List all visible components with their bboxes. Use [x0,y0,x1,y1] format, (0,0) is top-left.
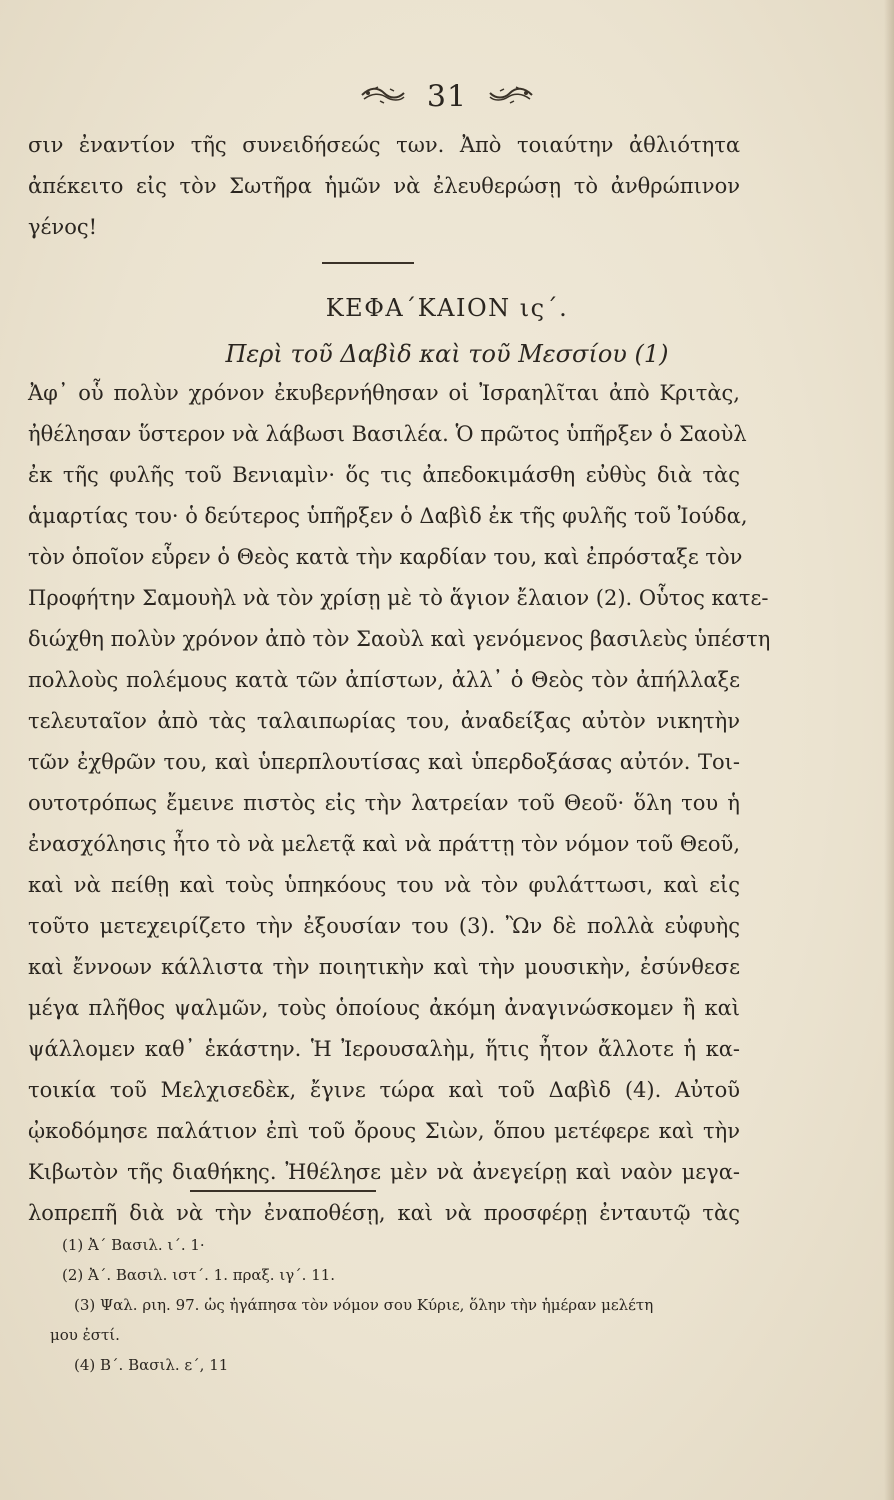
text-line: ἠθέλησαν ὕστερον νὰ λάβωσι Βασιλέα. Ὁ πρῶτος ὑπῆρξεν ὁ Σαοὺλ [28,422,747,446]
text-line: ἁμαρτίας του· ὁ δεύτερος ὑπῆρξεν ὁ Δαβὶδ ἐκ τῆς φυλῆς τοῦ Ἰούδα, [28,504,748,528]
text-line: καὶ νὰ πείθῃ καὶ τοὺς ὑπηκόους του νὰ τὸν φυλάττωσι, καὶ εἰς [28,873,740,897]
text-line: ψάλλομεν καθ᾽ ἑκάστην. Ἡ Ἰερουσαλὴμ, ἥτις ἦτον ἄλλοτε ἡ κα- [28,1037,740,1061]
opening-paragraph [28,125,740,248]
footnote-3: (3) Ψαλ. ριη. 97. ὡς ἠγάπησα τὸν νόμον σου Κύριε, ὅλην τὴν ἡμέραν μελέτη [74,1296,654,1314]
text-line: τοῦτο μετεχειρίζετο τὴν ἐξουσίαν του (3). Ὢν δὲ πολλὰ εὐφυὴς [28,914,740,938]
text-line: ἐκ τῆς φυλῆς τοῦ Βενιαμὶν· ὅς τις ἀπεδοκιμάσθη εὐθὺς διὰ τὰς [28,463,740,487]
left-ornament-icon [360,83,406,111]
footnote-2: (2) Ἀ΄. Βασιλ. ιστ΄. 1. πραξ. ιγ΄. 11. [62,1266,336,1284]
text-line: ᾠκοδόμησε παλάτιον ἐπὶ τοῦ ὄρους Σιὼν, ὅπου μετέφερε καὶ τὴν [28,1119,740,1143]
chapter-title: ΚΕΦΑ΄ΚΑΙΟΝ ις΄. [325,294,569,322]
page-number: 31 [426,79,468,115]
text-line: πολλοὺς πολέμους κατὰ τῶν ἀπίστων, ἀλλ᾽ ὁ Θεὸς τὸν ἀπήλλαξε [28,668,740,692]
text-line: Κιβωτὸν τῆς διαθήκης. Ἠθέλησε μὲν νὰ ἀνεγείρῃ καὶ ναὸν μεγα- [28,1160,740,1184]
text-line: Προφήτην Σαμουὴλ νὰ τὸν χρίσῃ μὲ τὸ ἅγιον ἔλαιον (2). Οὗτος κατε- [28,586,769,610]
text-line: τῶν ἐχθρῶν του, καὶ ὑπερπλουτίσας καὶ ὑπερδοξάσας αὐτόν. Τοι- [28,750,740,774]
page-edge-shadow [884,0,894,1500]
page-header [0,78,894,115]
chapter-subtitle: Περὶ τοῦ Δαβὶδ καὶ τοῦ Μεσσίου (1) [225,340,669,368]
text-line: καὶ ἔννοων κάλλιστα τὴν ποιητικὴν καὶ τὴν μουσικὴν, ἐσύνθεσε [28,955,740,979]
text-line: ἀπέκειτο εἰς τὸν Σωτῆρα ἡμῶν νὰ ἐλευθερώσῃ τὸ ἀνθρώπινον [28,174,740,198]
text-line: ουτοτρόπως ἔμεινε πιστὸς εἰς τὴν λατρείαν τοῦ Θεοῦ· ὅλη του ἡ [28,791,740,815]
right-ornament-icon [488,83,534,111]
text-line: ἐνασχόλησις ἦτο τὸ νὰ μελετᾷ καὶ νὰ πράττῃ τὸν νόμον τοῦ Θεοῦ, [28,832,740,856]
text-line: γένος! [28,215,98,239]
text-line: τελευταῖον ἀπὸ τὰς ταλαιπωρίας του, ἀναδείξας αὐτὸν νικητὴν [28,709,740,733]
right-ornament-icon-svg [488,85,534,105]
footnote-3-continuation: μου ἐστί. [50,1326,120,1344]
footnote-4: (4) Β΄. Βασιλ. ε΄, 11 [74,1356,229,1374]
chapter-body [28,373,771,1234]
text-line: τὸν ὁποῖον εὗρεν ὁ Θεὸς κατὰ τὴν καρδίαν του, καὶ ἐπρόσταξε τὸν [28,545,743,569]
footnote-1: (1) Ἀ΄ Βασιλ. ι΄. 1· [62,1236,205,1254]
text-line: σιν ἐναντίον τῆς συνειδήσεώς των. Ἀπὸ τοιαύτην ἀθλιότητα [28,133,740,157]
text-line: τοικία τοῦ Μελχισεδὲκ, ἔγινε τώρα καὶ τοῦ Δαβὶδ (4). Αὐτοῦ [28,1078,740,1102]
text-line: διώχθη πολὺν χρόνον ἀπὸ τὸν Σαοὺλ καὶ γενόμενος βασιλεὺς ὑπέστη [28,627,771,651]
text-line: λοπρεπῆ διὰ νὰ τὴν ἐναποθέσῃ, καὶ νὰ προσφέρῃ ἐνταυτῷ τὰς [28,1201,740,1225]
footnotes [50,1230,750,1380]
section-divider [322,262,414,264]
text-line: Ἀφ᾽ οὗ πολὺν χρόνον ἐκυβερνήθησαν οἱ Ἰσραηλῖται ἀπὸ Κριτὰς, [28,381,740,405]
text-line: μέγα πλῆθος ψαλμῶν, τοὺς ὁποίους ἀκόμη ἀναγινώσκομεν ἢ καὶ [28,996,740,1020]
footnote-divider [190,1190,376,1192]
left-ornament-icon-svg [360,85,406,105]
